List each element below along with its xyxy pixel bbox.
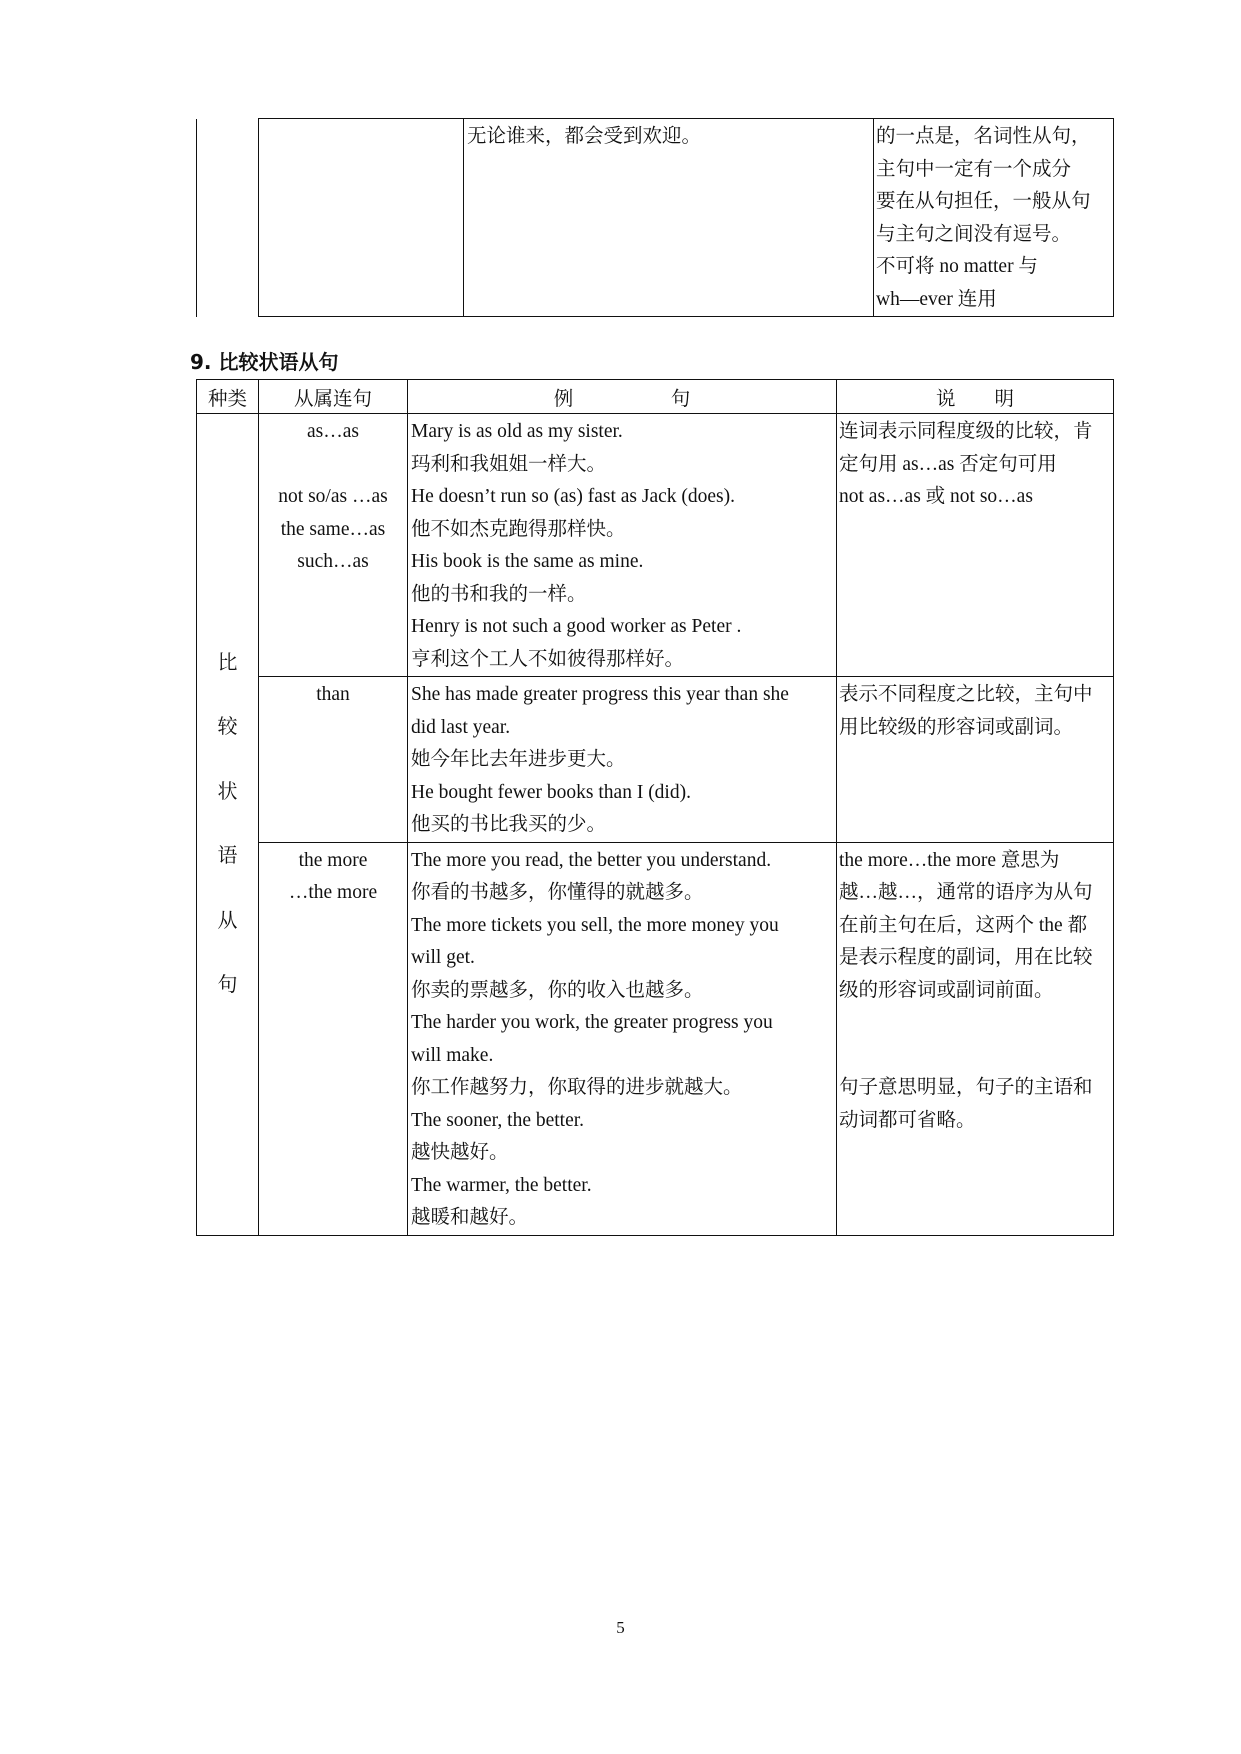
section-title: 9. 比较状语从句 <box>190 350 339 374</box>
example-cell <box>408 414 837 677</box>
connective-line <box>259 449 407 482</box>
example-line: His book is the same as mine. <box>411 551 644 572</box>
note-line <box>839 1007 1113 1040</box>
connective-cell <box>259 677 408 843</box>
note-line: 句子意思明显，句子的主语和 <box>839 1077 1093 1098</box>
category-cell <box>197 414 259 1236</box>
example-line: The warmer, the better. <box>411 1174 592 1196</box>
category-cell <box>197 119 259 317</box>
note-line: 主句中一定有一个成分 <box>876 158 1072 180</box>
example-line: 玛利和我姐姐一样大。 <box>411 453 607 475</box>
category-char: 状 <box>217 780 238 803</box>
example-line: will make. <box>411 1044 494 1066</box>
example-line: 你卖的票越多，你的收入也越多。 <box>411 979 704 1001</box>
note-line: 用比较级的形容词或副词。 <box>839 716 1074 738</box>
example-cell <box>408 677 837 843</box>
example-line: 你工作越努力，你取得的进步就越大。 <box>411 1077 743 1098</box>
example-line: She has made greater progress this year than she <box>411 684 789 705</box>
table-row <box>197 119 1114 317</box>
header-connective: 从属连句 <box>259 380 408 414</box>
header-row <box>197 380 1114 414</box>
example-line: The sooner, the better. <box>411 1109 585 1131</box>
example-line: 她今年比去年进步更大。 <box>411 749 626 770</box>
example-line: did last year. <box>411 716 511 738</box>
note-line: 的一点是，名词性从句， <box>876 126 1091 147</box>
note-line: 连词表示同程度级的比较，肯 <box>839 421 1093 442</box>
category-char: 较 <box>217 716 238 739</box>
example-line: Mary is as old as my sister. <box>411 421 623 442</box>
note-line: 定句用 as…as 否定句可用 <box>839 453 1057 475</box>
note-line: 级的形容词或副词前面。 <box>839 979 1054 1001</box>
header-note: 说 明 <box>837 380 1114 414</box>
example-line: Henry is not such a good worker as Peter . <box>411 616 742 637</box>
connective-line: than <box>316 684 350 705</box>
example-line: 亨利这个工人不如彼得那样好。 <box>411 648 685 670</box>
example-line: 无论谁来，都会受到欢迎。 <box>467 126 702 147</box>
table-row <box>197 677 1114 843</box>
note-line: 越…越…，通常的语序为从句 <box>839 882 1093 903</box>
connective-line: not so/as …as <box>278 486 388 507</box>
connective-line: the more <box>298 849 368 871</box>
connective-line: …the more <box>288 882 378 903</box>
note-cell <box>874 119 1114 317</box>
example-line: The harder you work, the greater progress you <box>411 1012 773 1033</box>
example-line: 越快越好。 <box>411 1142 509 1163</box>
connective-line: the same…as <box>280 518 386 540</box>
example-cell <box>464 119 874 317</box>
page-number: 5 <box>616 1618 625 1637</box>
note-line: wh—ever 连用 <box>876 288 997 310</box>
note-line: 要在从句担任，一般从句 <box>876 191 1091 212</box>
note-cell <box>837 842 1114 1235</box>
connective-cell <box>259 414 408 677</box>
example-line: 他买的书比我买的少。 <box>411 814 607 835</box>
note-line: 在前主句在后，这两个 the 都 <box>839 914 1088 936</box>
connective-cell <box>259 842 408 1235</box>
example-line: The more tickets you sell, the more money you <box>411 914 779 936</box>
example-cell <box>408 842 837 1235</box>
note-line: 与主句之间没有逗号。 <box>876 223 1072 245</box>
note-cell <box>837 677 1114 843</box>
example-line: The more you read, the better you understand. <box>411 849 772 871</box>
note-cell <box>837 414 1114 677</box>
connective-line: as…as <box>307 421 359 442</box>
note-line: the more…the more 意思为 <box>839 849 1060 871</box>
header-category: 种类 <box>197 380 259 414</box>
connective-line: such…as <box>297 551 369 572</box>
example-line: 越暖和越好。 <box>411 1207 529 1228</box>
note-line: not as…as 或 not so…as <box>839 486 1033 507</box>
example-line: 他的书和我的一样。 <box>411 583 587 605</box>
example-line: He bought fewer books than I (did). <box>411 781 691 803</box>
continued-table <box>196 118 1114 317</box>
category-char: 句 <box>217 974 238 997</box>
note-line: 表示不同程度之比较，主句中 <box>839 684 1093 705</box>
comparison-clause-table <box>196 379 1114 1236</box>
category-char: 语 <box>217 845 238 868</box>
table-row <box>197 842 1114 1235</box>
example-line: 你看的书越多，你懂得的就越多。 <box>411 882 704 903</box>
category-char: 从 <box>217 909 238 932</box>
connective-cell <box>259 119 464 317</box>
table-row <box>197 414 1114 677</box>
header-example: 例 句 <box>408 380 837 414</box>
note-line: 是表示程度的副词，用在比较 <box>839 947 1093 968</box>
note-line <box>839 1040 1113 1073</box>
example-line: 他不如杰克跑得那样快。 <box>411 518 626 540</box>
note-line: 不可将 no matter 与 <box>876 256 1038 277</box>
note-line: 动词都可省略。 <box>839 1109 976 1131</box>
example-line: He doesn’t run so (as) fast as Jack (does). <box>411 486 736 507</box>
category-char: 比 <box>217 651 238 674</box>
example-line: will get. <box>411 947 475 968</box>
